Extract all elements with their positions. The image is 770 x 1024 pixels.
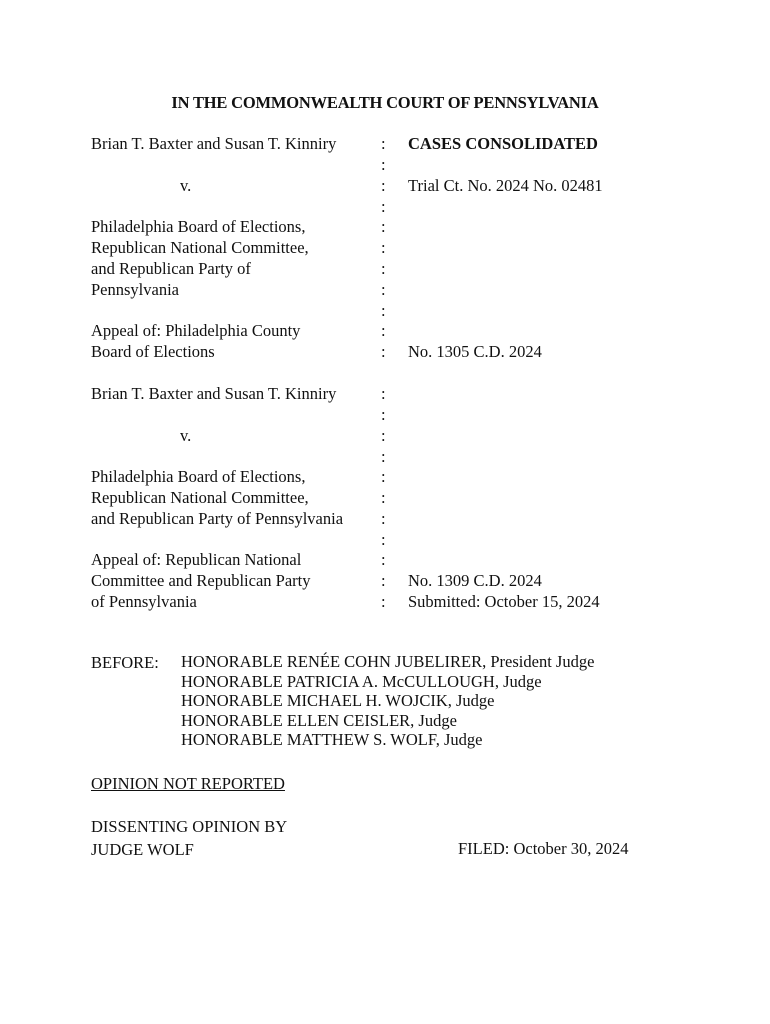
judge-name: HONORABLE PATRICIA A. McCULLOUGH, Judge [181,671,542,691]
judges-list [181,652,594,750]
case1-defendant-line-4: Pennsylvania [91,280,179,299]
dissenting-opinion-heading [91,815,287,861]
case2-defendant-line-3: and Republican Party of Pennsylvania [91,509,344,528]
caption-colon: : [381,134,386,153]
judge-name: HONORABLE RENÉE COHN JUBELIRER, President Judge [181,652,595,671]
court-title: IN THE COMMONWEALTH COURT OF PENNSYLVANIA [171,93,599,112]
caption-colon: : [381,592,386,611]
judge-name: HONORABLE ELLEN CEISLER, Judge [181,710,457,730]
case1-appeal-of-line-2: Board of Elections [91,342,215,361]
case2-appeal-of-line-1: Appeal of: Republican National [91,550,302,569]
case2-defendant-line-2: Republican National Committee, [91,488,309,507]
case1-appellees: Brian T. Baxter and Susan T. Kinniry [91,134,337,153]
caption-colon: : [381,342,386,361]
caption-colon: : [381,155,386,174]
trial-court-number: Trial Ct. No. 2024 No. 02481 [408,176,603,195]
caption-colon: : [381,301,386,320]
case2-appeal-of-line-3: of Pennsylvania [91,592,197,611]
case2-docket-number: No. 1309 C.D. 2024 [408,571,542,590]
caption-colon: : [381,571,386,590]
caption-colon: : [381,280,386,299]
caption-colon: : [381,197,386,216]
case2-defendant-line-1: Philadelphia Board of Elections, [91,467,306,486]
judge-name: HONORABLE MICHAEL H. WOJCIK, Judge [181,691,495,710]
caption-colon: : [381,384,386,403]
caption-colon: : [381,217,386,236]
dissenting-opinion-line-1: DISSENTING OPINION BY [91,817,288,836]
caption-colon: : [381,488,386,507]
case1-versus: v. [180,176,192,195]
caption-colon: : [381,426,386,445]
case2-appellees: Brian T. Baxter and Susan T. Kinniry [91,384,337,403]
before-label: BEFORE: [91,653,159,672]
case1-defendant-line-3: and Republican Party of [91,259,251,278]
caption-colon: : [381,509,386,528]
caption-colon: : [381,238,386,257]
case1-defendant-line-1: Philadelphia Board of Elections, [91,217,306,236]
filed-date: FILED: October 30, 2024 [458,839,629,858]
case1-appeal-of-line-1: Appeal of: Philadelphia County [91,321,301,340]
opinion-not-reported: OPINION NOT REPORTED [91,774,285,793]
case1-defendant-line-2: Republican National Committee, [91,238,309,257]
case2-versus: v. [180,426,192,445]
caption-colon: : [381,405,386,424]
case2-appeal-of-line-2: Committee and Republican Party [91,571,311,590]
caption-colon: : [381,550,386,569]
cases-consolidated-label: CASES CONSOLIDATED [408,134,598,153]
caption-colon: : [381,467,386,486]
caption-colon: : [381,259,386,278]
caption-colon: : [381,530,386,549]
submitted-date: Submitted: October 15, 2024 [408,592,600,611]
caption-colon: : [381,176,386,195]
case1-docket-number: No. 1305 C.D. 2024 [408,342,542,361]
judge-name: HONORABLE MATTHEW S. WOLF, Judge [181,730,483,749]
dissenting-opinion-line-2: JUDGE WOLF [91,840,194,859]
caption-colon: : [381,447,386,466]
caption-colon: : [381,321,386,340]
